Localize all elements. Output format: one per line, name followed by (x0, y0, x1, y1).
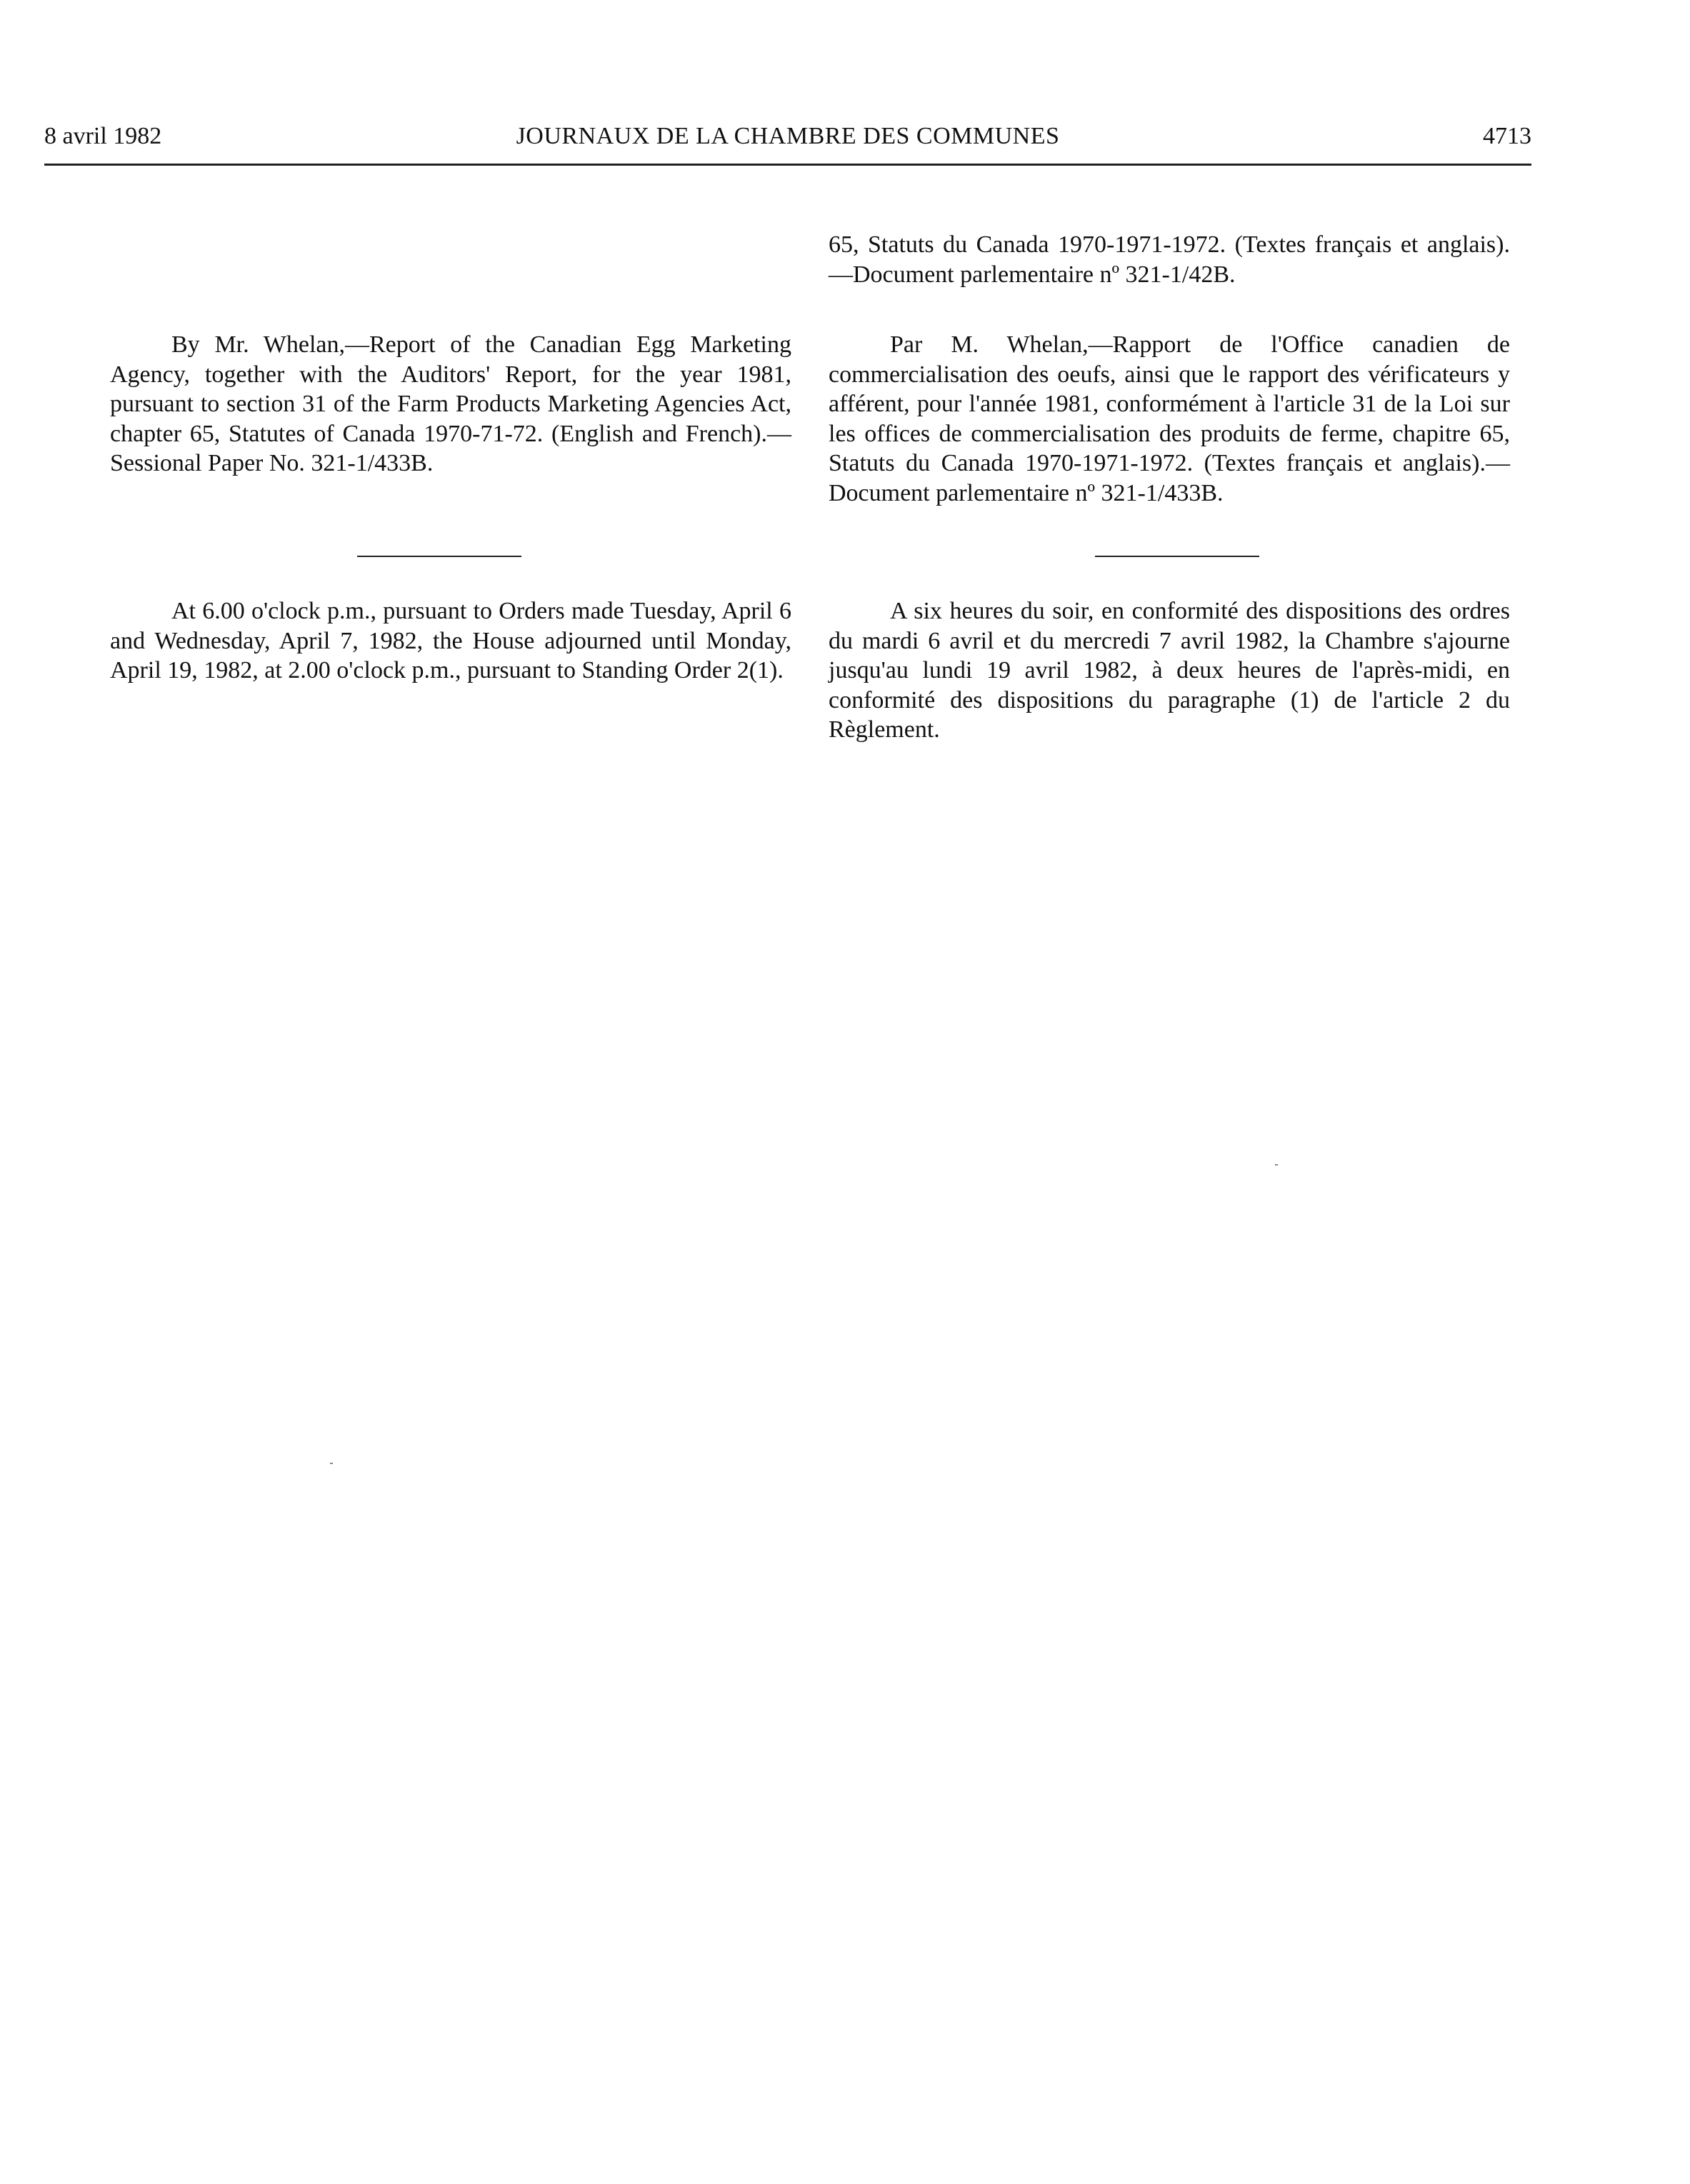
english-section-separator (357, 556, 521, 557)
header-rule (44, 164, 1531, 166)
french-adjournment-block (829, 596, 1510, 745)
french-continuation-text: 65, Statuts du Canada 1970-1971-1972. (Textes français et anglais).—Document parlementaire nº 321-1/42B. (829, 231, 1510, 288)
english-adjournment-block (110, 596, 791, 686)
english-report-block (110, 330, 791, 479)
scan-speck (330, 1463, 333, 1464)
french-section-separator (1095, 556, 1259, 557)
running-header (44, 123, 1531, 159)
journal-title: JOURNAUX DE LA CHAMBRE DES COMMUNES (516, 123, 1060, 149)
scan-speck (1275, 1164, 1278, 1166)
header-date: 8 avril 1982 (44, 123, 162, 149)
english-report-text: By Mr. Whelan,—Report of the Canadian Egg Marketing Agency, together with the Auditors' Report, for the year 1981, pursuant to section 31 of the Farm Products Marketing Agencies Act, chapter 65, Statutes of Canada 1970-71-72. (English and French).—Sessional Paper No. 321-1/433B. (110, 331, 791, 476)
french-continuation-block (829, 230, 1510, 289)
english-adjournment-text: At 6.00 o'clock p.m., pursuant to Orders made Tuesday, April 6 and Wednesday, April 7, 1982, the House adjourned until Monday, April 19, 1982, at 2.00 o'clock p.m., pursuant to Standing Order 2(1). (110, 598, 791, 683)
french-report-text: Par M. Whelan,—Rapport de l'Office canadien de commercialisation des oeufs, ainsi que le rapport des vérificateurs y afférent, pour l'année 1981, conformément à l'article 31 de la Loi sur les offices de commercialisation des produits de ferme, chapitre 65, Statuts du Canada 1970-1971-1972. (Textes français et anglais).—Document parlementaire nº 321-1/433B. (829, 331, 1510, 506)
french-report-block (829, 330, 1510, 508)
french-adjournment-text: A six heures du soir, en conformité des dispositions des ordres du mardi 6 avril et du mercredi 7 avril 1982, la Chambre s'ajourne jusqu'au lundi 19 avril 1982, à deux heures de l'après-midi, en conformité des dispositions du paragraphe (1) de l'article 2 du Règlement. (829, 598, 1510, 743)
page-number: 4713 (1483, 123, 1531, 149)
